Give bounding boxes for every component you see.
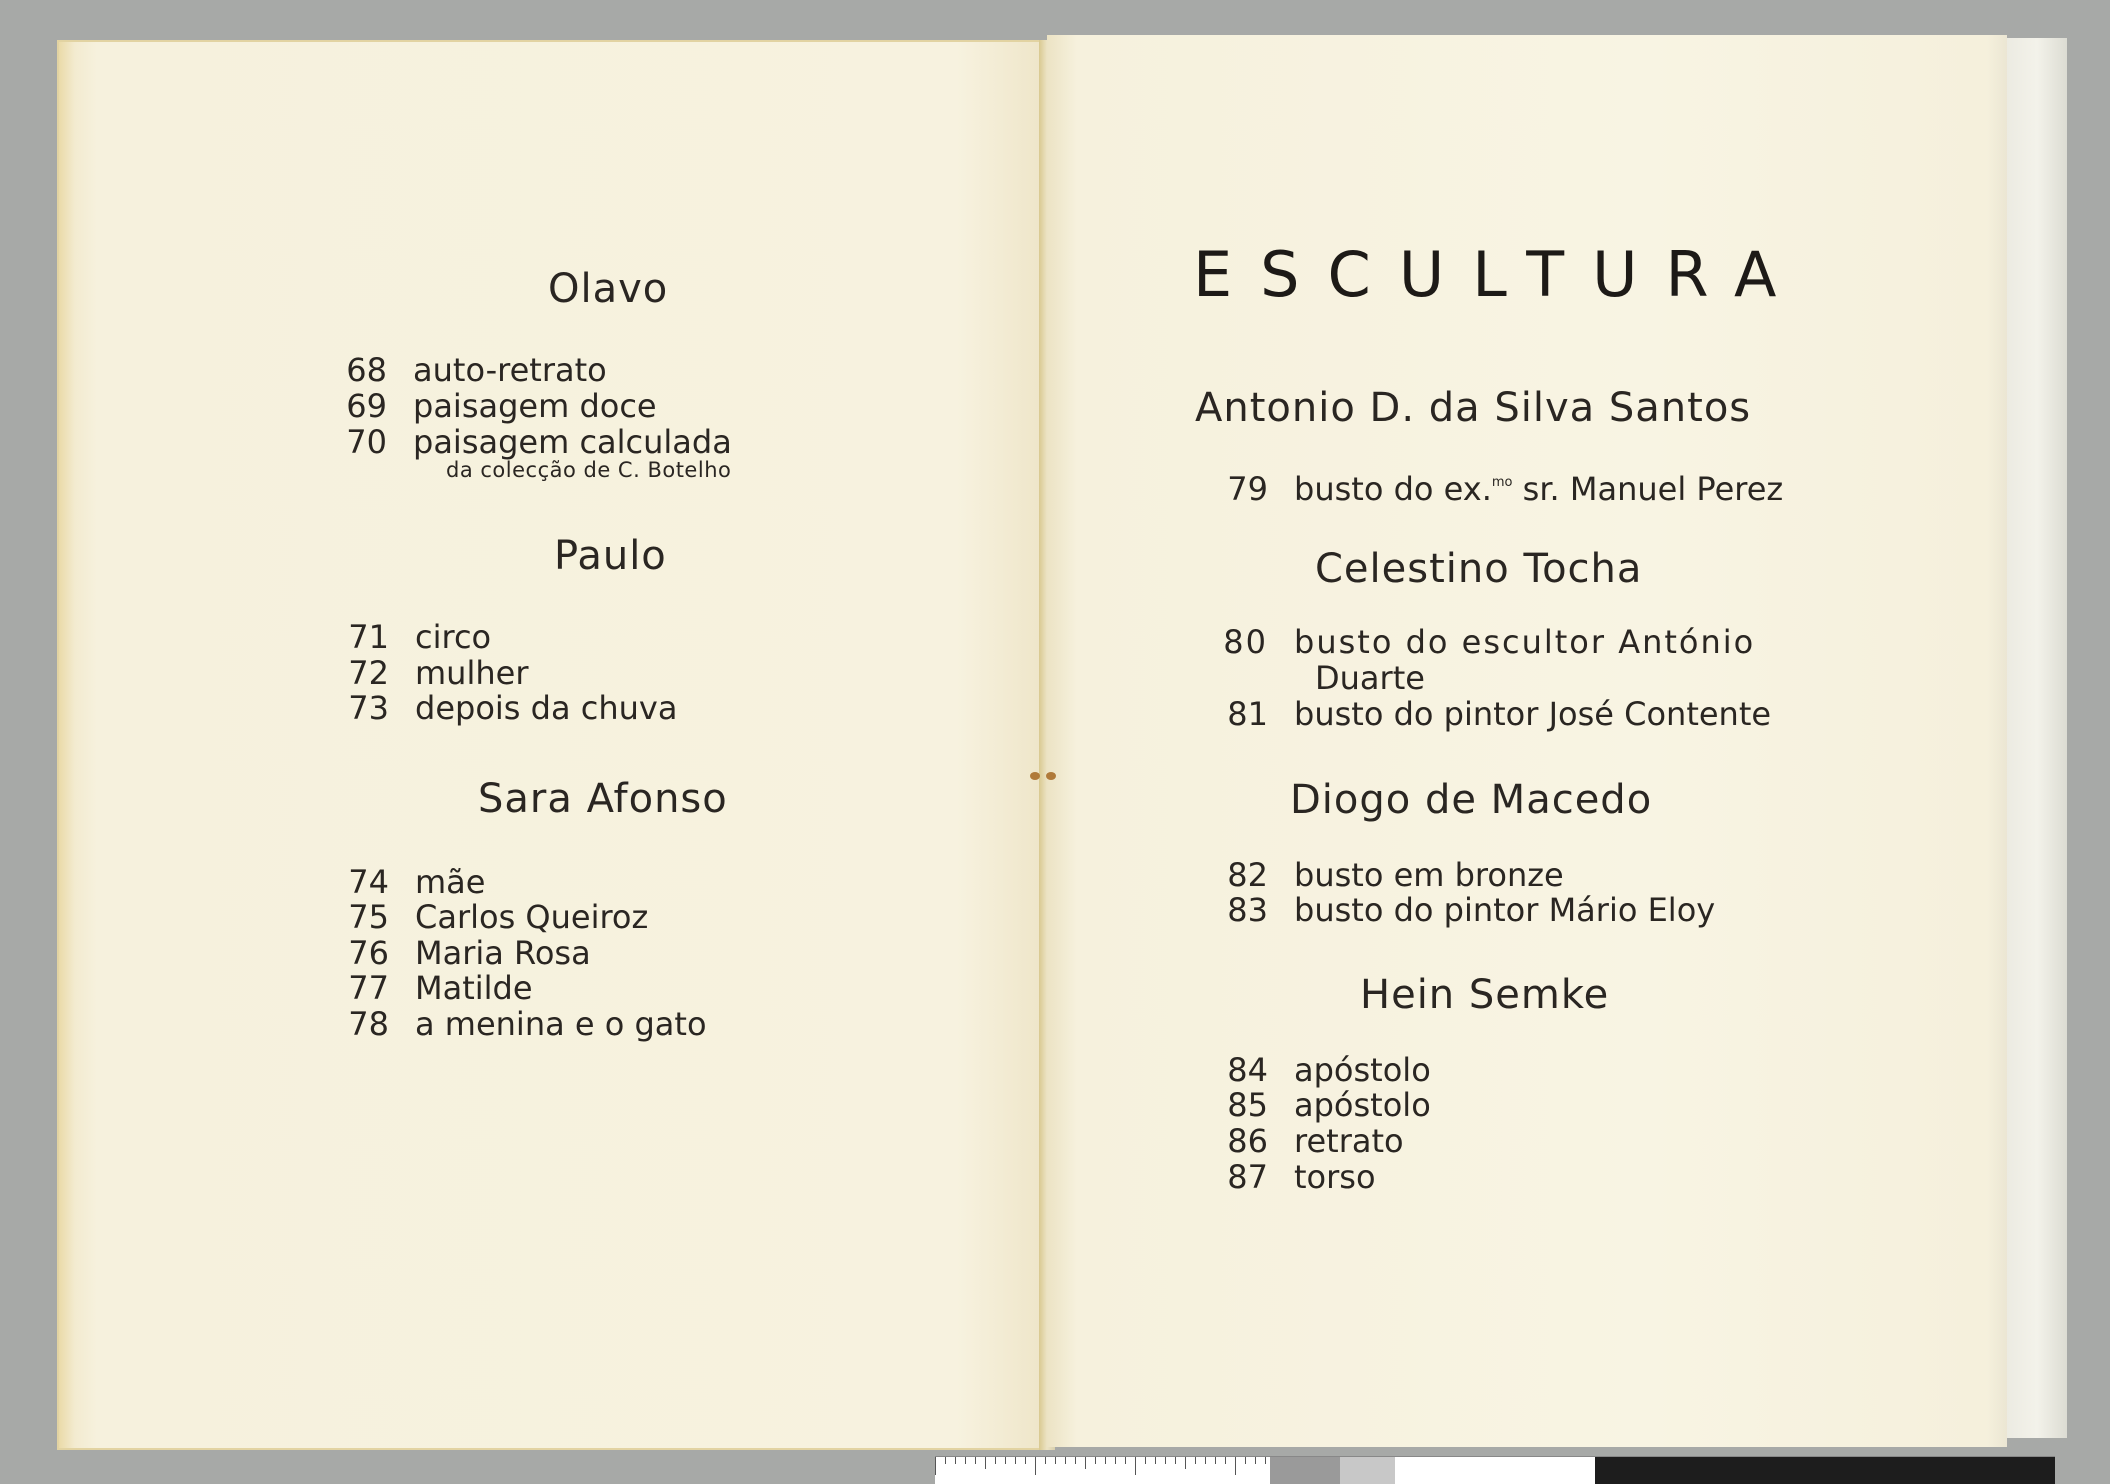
item-title: depois da chuva <box>415 689 678 727</box>
catalogue-item <box>337 1006 707 1042</box>
ruler-tick <box>985 1457 986 1469</box>
ruler-tick <box>1115 1457 1116 1464</box>
ruler-tick <box>1175 1457 1176 1464</box>
ruler-tick <box>1225 1457 1226 1464</box>
item-title: Matilde <box>415 969 533 1007</box>
catalogue-item <box>1216 465 1784 508</box>
ruler-tick <box>1245 1457 1246 1464</box>
staple-mark <box>1046 772 1056 780</box>
catalogue-item <box>1216 1087 1431 1123</box>
item-title: a menina e o gato <box>415 1005 707 1043</box>
artist-heading: Diogo de Macedo <box>1290 777 1653 823</box>
ruler-tick <box>935 1457 936 1475</box>
item-number: 80 <box>1223 623 1268 661</box>
item-title: circo <box>415 618 492 656</box>
ruler-tick <box>965 1457 966 1464</box>
item-title: auto-retrato <box>413 351 607 389</box>
catalogue-item <box>1216 1052 1431 1088</box>
item-title: torso <box>1294 1158 1376 1196</box>
item-title: busto do escultor António <box>1294 623 1756 661</box>
item-title: apóstolo <box>1294 1051 1431 1089</box>
scale-ruler <box>935 1456 2055 1484</box>
artist-heading: Olavo <box>548 266 669 312</box>
catalogue-item <box>337 970 533 1006</box>
ruler-tick <box>1005 1457 1006 1464</box>
staple-mark <box>1030 772 1040 780</box>
ruler-tick <box>1205 1457 1206 1464</box>
catalogue-item <box>337 864 485 900</box>
ruler-tick <box>1255 1457 1256 1464</box>
item-title: busto em bronze <box>1294 856 1564 894</box>
item-number: 77 <box>348 969 389 1007</box>
catalogue-item <box>1216 1123 1404 1159</box>
section-title: ESCULTURA <box>1193 238 1805 311</box>
item-number: 78 <box>348 1005 389 1043</box>
item-number: 68 <box>346 351 387 389</box>
item-number: 71 <box>348 618 389 656</box>
item-number: 76 <box>348 934 389 972</box>
item-number: 79 <box>1227 470 1268 508</box>
artist-heading: Celestino Tocha <box>1315 546 1643 592</box>
catalogue-item <box>1216 857 1564 893</box>
artist-heading: Paulo <box>554 533 667 579</box>
collection-note: da colecção de C. Botelho <box>446 458 732 482</box>
item-number: 74 <box>348 863 389 901</box>
ruler-tick <box>1195 1457 1196 1464</box>
ruler-tick <box>1055 1457 1056 1464</box>
page-stack-edge <box>2007 38 2067 1438</box>
item-number: 75 <box>348 898 389 936</box>
item-title: mulher <box>415 654 529 692</box>
item-title: paisagem calculada <box>413 423 732 461</box>
catalogue-item <box>337 655 528 691</box>
ruler-tick <box>1035 1457 1036 1475</box>
item-number: 82 <box>1227 856 1268 894</box>
item-number: 81 <box>1227 695 1268 733</box>
ruler-tick <box>1075 1457 1076 1464</box>
artist-heading: Sara Afonso <box>478 776 728 822</box>
catalogue-item <box>1216 892 1715 928</box>
ruler-tick <box>1215 1457 1216 1464</box>
item-number: 72 <box>348 654 389 692</box>
item-title: paisagem doce <box>413 387 657 425</box>
ruler-tick <box>1065 1457 1066 1464</box>
ruler-tick <box>1085 1457 1086 1469</box>
ruler-tick <box>1045 1457 1046 1464</box>
ruler-tick <box>1095 1457 1096 1464</box>
item-title: Carlos Queiroz <box>415 898 649 936</box>
item-number: 85 <box>1227 1086 1268 1124</box>
catalogue-item <box>335 424 732 460</box>
catalogue-item <box>337 690 677 726</box>
catalogue-item <box>335 352 607 388</box>
ruler-tick <box>1145 1457 1146 1464</box>
catalogue-item <box>1216 696 1771 732</box>
item-title: mãe <box>415 863 486 901</box>
catalogue-item <box>1216 1159 1376 1195</box>
ruler-tick <box>975 1457 976 1464</box>
ruler-tick <box>995 1457 996 1464</box>
ruler-tick <box>1265 1457 1266 1464</box>
catalogue-item <box>337 619 491 655</box>
ruler-tick <box>1105 1457 1106 1464</box>
item-title: busto do pintor José Contente <box>1294 695 1772 733</box>
item-title: retrato <box>1294 1122 1404 1160</box>
ruler-tick <box>1165 1457 1166 1464</box>
ruler-tick <box>1235 1457 1236 1475</box>
artist-heading: Hein Semke <box>1360 972 1610 1018</box>
catalogue-item <box>335 388 657 424</box>
item-continuation: Duarte <box>1315 659 1425 697</box>
item-number: 69 <box>346 387 387 425</box>
item-number: 86 <box>1227 1122 1268 1160</box>
item-number: 73 <box>348 689 389 727</box>
artist-heading: Antonio D. da Silva Santos <box>1195 385 1752 431</box>
ruler-tick <box>955 1457 956 1464</box>
item-number: 87 <box>1227 1158 1268 1196</box>
item-title: apóstolo <box>1294 1086 1431 1124</box>
item-title: Maria Rosa <box>415 934 591 972</box>
item-number: 84 <box>1227 1051 1268 1089</box>
left-page <box>57 40 1047 1450</box>
catalogue-item <box>337 935 591 971</box>
ruler-tick <box>945 1457 946 1464</box>
item-number: 83 <box>1227 891 1268 929</box>
item-title: busto do ex.$^{mo}$ sr. Manuel Perez <box>1294 470 1784 508</box>
ruler-tick <box>1185 1457 1186 1469</box>
item-number: 70 <box>346 423 387 461</box>
ruler-tick <box>1125 1457 1126 1464</box>
ruler-tick <box>1015 1457 1016 1464</box>
ruler-tick <box>1025 1457 1026 1464</box>
catalogue-item <box>1216 624 1755 660</box>
catalogue-item <box>337 899 648 935</box>
ruler-tick <box>1155 1457 1156 1464</box>
ruler-tick <box>1135 1457 1136 1475</box>
item-title: busto do pintor Mário Eloy <box>1294 891 1716 929</box>
